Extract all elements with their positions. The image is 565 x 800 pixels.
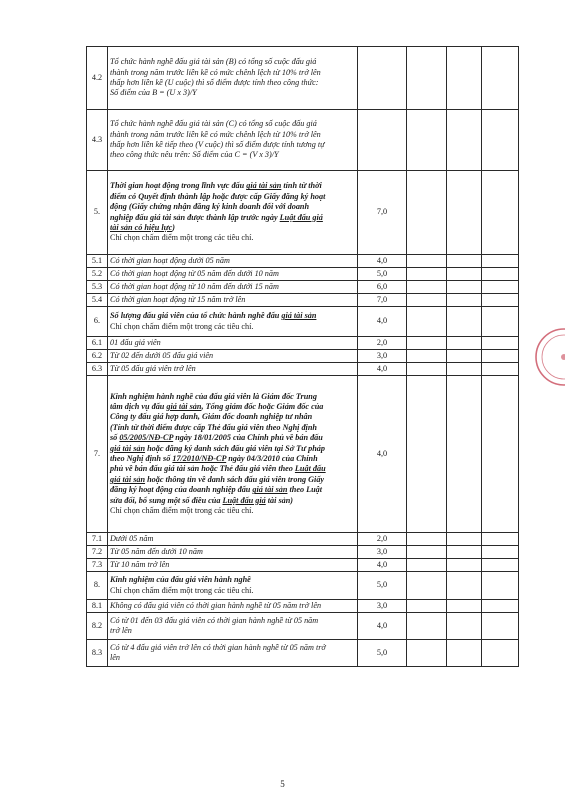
criteria-text-line: Có từ 4 đấu giá viên trở lên có thời gian hành nghề từ 05 năm trở	[110, 642, 326, 652]
score-cell	[447, 376, 482, 533]
max-points: 4,0	[358, 376, 407, 533]
score-cell	[407, 546, 447, 559]
criteria-number: 8.1	[87, 600, 108, 613]
criteria-description	[108, 110, 358, 171]
criteria-text-line: giá tài sản hoặc đăng ký danh sách đấu giá viên tại Sở Tư pháp	[110, 443, 325, 453]
criteria-text-line: Số điểm của B = (U x 3)/Y	[110, 88, 197, 98]
criteria-description	[108, 640, 358, 667]
criteria-text-line: Không có đấu giá viên có thời gian hành nghề từ 05 năm trở lên	[110, 600, 322, 610]
criteria-description	[108, 294, 358, 307]
max-points: 4,0	[358, 255, 407, 268]
criteria-row	[87, 294, 519, 307]
criteria-row	[87, 281, 519, 294]
max-points: 7,0	[358, 294, 407, 307]
criteria-row	[87, 613, 519, 640]
criteria-row	[87, 47, 519, 110]
criteria-number: 5.2	[87, 268, 108, 281]
score-cell	[407, 363, 447, 376]
score-cell	[407, 376, 447, 533]
criteria-note: Chỉ chọn chấm điểm một trong các tiêu chí.	[110, 585, 254, 595]
criteria-number: 5.	[87, 171, 108, 255]
criteria-number: 7.1	[87, 533, 108, 546]
score-cell	[407, 640, 447, 667]
score-cell	[447, 255, 482, 268]
score-cell	[407, 600, 447, 613]
criteria-text-line: tâm dịch vụ đấu giá tài sản, Tổng giám đốc hoặc Giám đốc của	[110, 401, 324, 411]
score-cell	[447, 546, 482, 559]
red-seal-stamp	[532, 318, 565, 396]
score-cell	[407, 572, 447, 600]
criteria-note: Chỉ chọn chấm điểm một trong các tiêu chí.	[110, 233, 254, 243]
criteria-text-line: thành trong năm trước liền kề có mức chênh lệch từ 10% trở lên	[110, 129, 321, 139]
criteria-text-line: Tổ chức hành nghề đấu giá tài sản (C) có tổng số cuộc đấu giá	[110, 119, 317, 129]
max-points: 5,0	[358, 268, 407, 281]
score-cell	[447, 363, 482, 376]
score-cell	[407, 268, 447, 281]
criteria-text-line: Số lượng đấu giá viên của tổ chức hành nghề đấu giá tài sản	[110, 311, 317, 321]
score-cell	[482, 294, 519, 307]
criteria-text-line: Có thời gian hoạt động từ 05 năm đến dưới 10 năm	[110, 268, 279, 278]
score-cell	[407, 533, 447, 546]
criteria-text-line: tài sản có hiệu lực)	[110, 222, 175, 232]
criteria-text-line: Công ty đấu giá hợp danh, Giám đốc doanh nghiệp tư nhân	[110, 412, 313, 422]
score-cell	[447, 47, 482, 110]
score-cell	[482, 110, 519, 171]
criteria-number: 8.	[87, 572, 108, 600]
criteria-number: 7.	[87, 376, 108, 533]
max-points: 4,0	[358, 307, 407, 337]
criteria-text-line: lên	[110, 653, 121, 662]
score-cell	[447, 294, 482, 307]
criteria-note: Chỉ chọn chấm điểm một trong các tiêu chí.	[110, 506, 254, 516]
criteria-description	[108, 546, 358, 559]
score-cell	[482, 600, 519, 613]
criteria-description	[108, 363, 358, 376]
criteria-text-line: trở lên	[110, 626, 132, 635]
score-cell	[482, 546, 519, 559]
criteria-description	[108, 533, 358, 546]
score-cell	[447, 171, 482, 255]
max-points: 3,0	[358, 546, 407, 559]
criteria-text-line: Có từ 01 đến 03 đấu giá viên có thời gian hành nghề từ 05 năm	[110, 615, 319, 625]
score-cell	[447, 600, 482, 613]
max-points: 3,0	[358, 600, 407, 613]
criteria-number: 8.2	[87, 613, 108, 640]
max-points: 2,0	[358, 337, 407, 350]
score-cell	[407, 110, 447, 171]
criteria-description	[108, 376, 358, 533]
criteria-text-line: phủ về bán đấu giá tài sản hoặc Thẻ đấu giá viên theo Luật đấu	[110, 464, 326, 474]
criteria-description	[108, 613, 358, 640]
criteria-note: Chỉ chọn chấm điểm một trong các tiêu chí.	[110, 321, 254, 331]
criteria-text-line: thành trong năm trước liền kề có mức chênh lệch từ 10% trở lên	[110, 67, 321, 77]
score-cell	[407, 559, 447, 572]
criteria-description	[108, 559, 358, 572]
criteria-number: 6.3	[87, 363, 108, 376]
score-cell	[482, 363, 519, 376]
score-cell	[407, 307, 447, 337]
criteria-number: 6.	[87, 307, 108, 337]
max-points: 5,0	[358, 640, 407, 667]
criteria-text-line: thấp hơn liền kề (U cuộc) thì số điểm được tính theo công thức:	[110, 78, 319, 87]
score-cell	[482, 281, 519, 294]
score-cell	[407, 47, 447, 110]
score-cell	[447, 337, 482, 350]
criteria-text-line: Có thời gian hoạt động từ 15 năm trở lên	[110, 294, 246, 304]
score-cell	[482, 572, 519, 600]
score-cell	[407, 350, 447, 363]
criteria-text-line: đăng ký hoạt động của doanh nghiệp đấu giá tài sản theo Luật	[110, 485, 323, 495]
max-points: 6,0	[358, 281, 407, 294]
criteria-row	[87, 600, 519, 613]
criteria-text-line: giá tài sản hoặc thông tin về danh sách đấu giá viên trong Giấy	[110, 474, 325, 484]
criteria-text-line: Kinh nghiệm của đấu giá viên hành nghề	[110, 575, 251, 585]
criteria-number: 7.3	[87, 559, 108, 572]
criteria-row	[87, 363, 519, 376]
criteria-row	[87, 640, 519, 667]
criteria-text-line: sửa đổi, bổ sung một số điều của Luật đấu giá tài sản)	[110, 495, 294, 505]
score-cell	[447, 559, 482, 572]
score-cell	[482, 307, 519, 337]
criteria-text-line: Dưới 05 năm	[110, 533, 154, 543]
criteria-text-line: nghiệp đấu giá tài sản được thành lập trước ngày Luật đấu giá	[110, 212, 323, 222]
criteria-row	[87, 255, 519, 268]
criteria-number: 4.3	[87, 110, 108, 171]
score-cell	[407, 281, 447, 294]
criteria-text-line: điểm có Quyết định thành lập hoặc được cấp Giấy đăng ký hoạt	[110, 191, 326, 201]
max-points	[358, 110, 407, 171]
max-points: 7,0	[358, 171, 407, 255]
score-cell	[482, 337, 519, 350]
max-points	[358, 47, 407, 110]
criteria-row	[87, 268, 519, 281]
score-cell	[447, 110, 482, 171]
score-cell	[407, 171, 447, 255]
score-cell	[482, 350, 519, 363]
score-cell	[447, 350, 482, 363]
score-cell	[447, 572, 482, 600]
criteria-row	[87, 337, 519, 350]
criteria-text-line: động (Giấy chứng nhận đăng ký kinh doanh đối với doanh	[110, 202, 310, 212]
max-points: 5,0	[358, 572, 407, 600]
criteria-number: 5.4	[87, 294, 108, 307]
criteria-text-line: Từ 05 năm đến dưới 10 năm	[110, 546, 203, 556]
criteria-text-line: số 05/2005/NĐ-CP ngày 18/01/2005 của Chính phủ về bán đấu	[110, 433, 323, 443]
criteria-description	[108, 307, 358, 337]
criteria-text-line: Tổ chức hành nghề đấu giá tài sản (B) có tổng số cuộc đấu giá	[110, 57, 317, 67]
criteria-description	[108, 255, 358, 268]
criteria-text-line: Từ 02 đến dưới 05 đấu giá viên	[110, 350, 214, 360]
criteria-row	[87, 559, 519, 572]
score-cell	[447, 613, 482, 640]
score-cell	[447, 281, 482, 294]
page-number: 5	[280, 779, 285, 789]
criteria-text-line: thấp hơn liền kề tiếp theo (V cuộc) thì số điểm được tính tương tự	[110, 140, 325, 149]
score-cell	[447, 533, 482, 546]
criteria-text-line: Từ 10 năm trở lên	[110, 559, 170, 569]
criteria-row	[87, 376, 519, 533]
criteria-number: 8.3	[87, 640, 108, 667]
criteria-number: 5.3	[87, 281, 108, 294]
score-cell	[482, 559, 519, 572]
score-cell	[407, 255, 447, 268]
criteria-text-line: Từ 05 đấu giá viên trở lên	[110, 363, 196, 373]
criteria-description	[108, 47, 358, 110]
criteria-description	[108, 171, 358, 255]
criteria-text-line: theo công thức nêu trên: Số điểm của C = (V x 3)/Y	[110, 150, 279, 160]
criteria-row	[87, 307, 519, 337]
criteria-text-line: Kinh nghiệm hành nghề của đấu giá viên là Giám đốc Trung	[110, 391, 317, 401]
score-cell	[447, 640, 482, 667]
criteria-number: 5.1	[87, 255, 108, 268]
max-points: 4,0	[358, 559, 407, 572]
score-cell	[447, 268, 482, 281]
max-points: 3,0	[358, 350, 407, 363]
score-cell	[482, 47, 519, 110]
criteria-number: 6.1	[87, 337, 108, 350]
score-cell	[407, 294, 447, 307]
criteria-number: 4.2	[87, 47, 108, 110]
criteria-row	[87, 546, 519, 559]
criteria-number: 6.2	[87, 350, 108, 363]
scoring-criteria-table	[86, 46, 519, 667]
criteria-row	[87, 350, 519, 363]
score-cell	[482, 268, 519, 281]
score-cell	[447, 307, 482, 337]
criteria-number: 7.2	[87, 546, 108, 559]
criteria-row	[87, 572, 519, 600]
criteria-description	[108, 350, 358, 363]
criteria-text-line: Thời gian hoạt động trong lĩnh vực đấu giá tài sản tính từ thời	[110, 181, 322, 191]
criteria-description	[108, 281, 358, 294]
score-cell	[407, 337, 447, 350]
score-cell	[482, 171, 519, 255]
criteria-row	[87, 171, 519, 255]
criteria-text-line: theo Nghị định số 17/2010/NĐ-CP ngày 04/3/2010 của Chính	[110, 454, 318, 463]
max-points: 4,0	[358, 613, 407, 640]
max-points: 2,0	[358, 533, 407, 546]
score-cell	[482, 376, 519, 533]
criteria-text-line: Có thời gian hoạt động dưới 05 năm	[110, 255, 230, 265]
criteria-row	[87, 533, 519, 546]
criteria-description	[108, 337, 358, 350]
score-cell	[482, 640, 519, 667]
criteria-text-line: (Tính từ thời điểm được cấp Thẻ đấu giá viên theo Nghị định	[110, 422, 317, 432]
criteria-description	[108, 600, 358, 613]
score-cell	[482, 533, 519, 546]
score-cell	[482, 613, 519, 640]
criteria-description	[108, 268, 358, 281]
score-cell	[407, 613, 447, 640]
criteria-row	[87, 110, 519, 171]
max-points: 4,0	[358, 363, 407, 376]
criteria-text-line: 01 đấu giá viên	[110, 337, 161, 347]
criteria-description	[108, 572, 358, 600]
criteria-text-line: Có thời gian hoạt động từ 10 năm đến dưới 15 năm	[110, 281, 279, 291]
score-cell	[482, 255, 519, 268]
